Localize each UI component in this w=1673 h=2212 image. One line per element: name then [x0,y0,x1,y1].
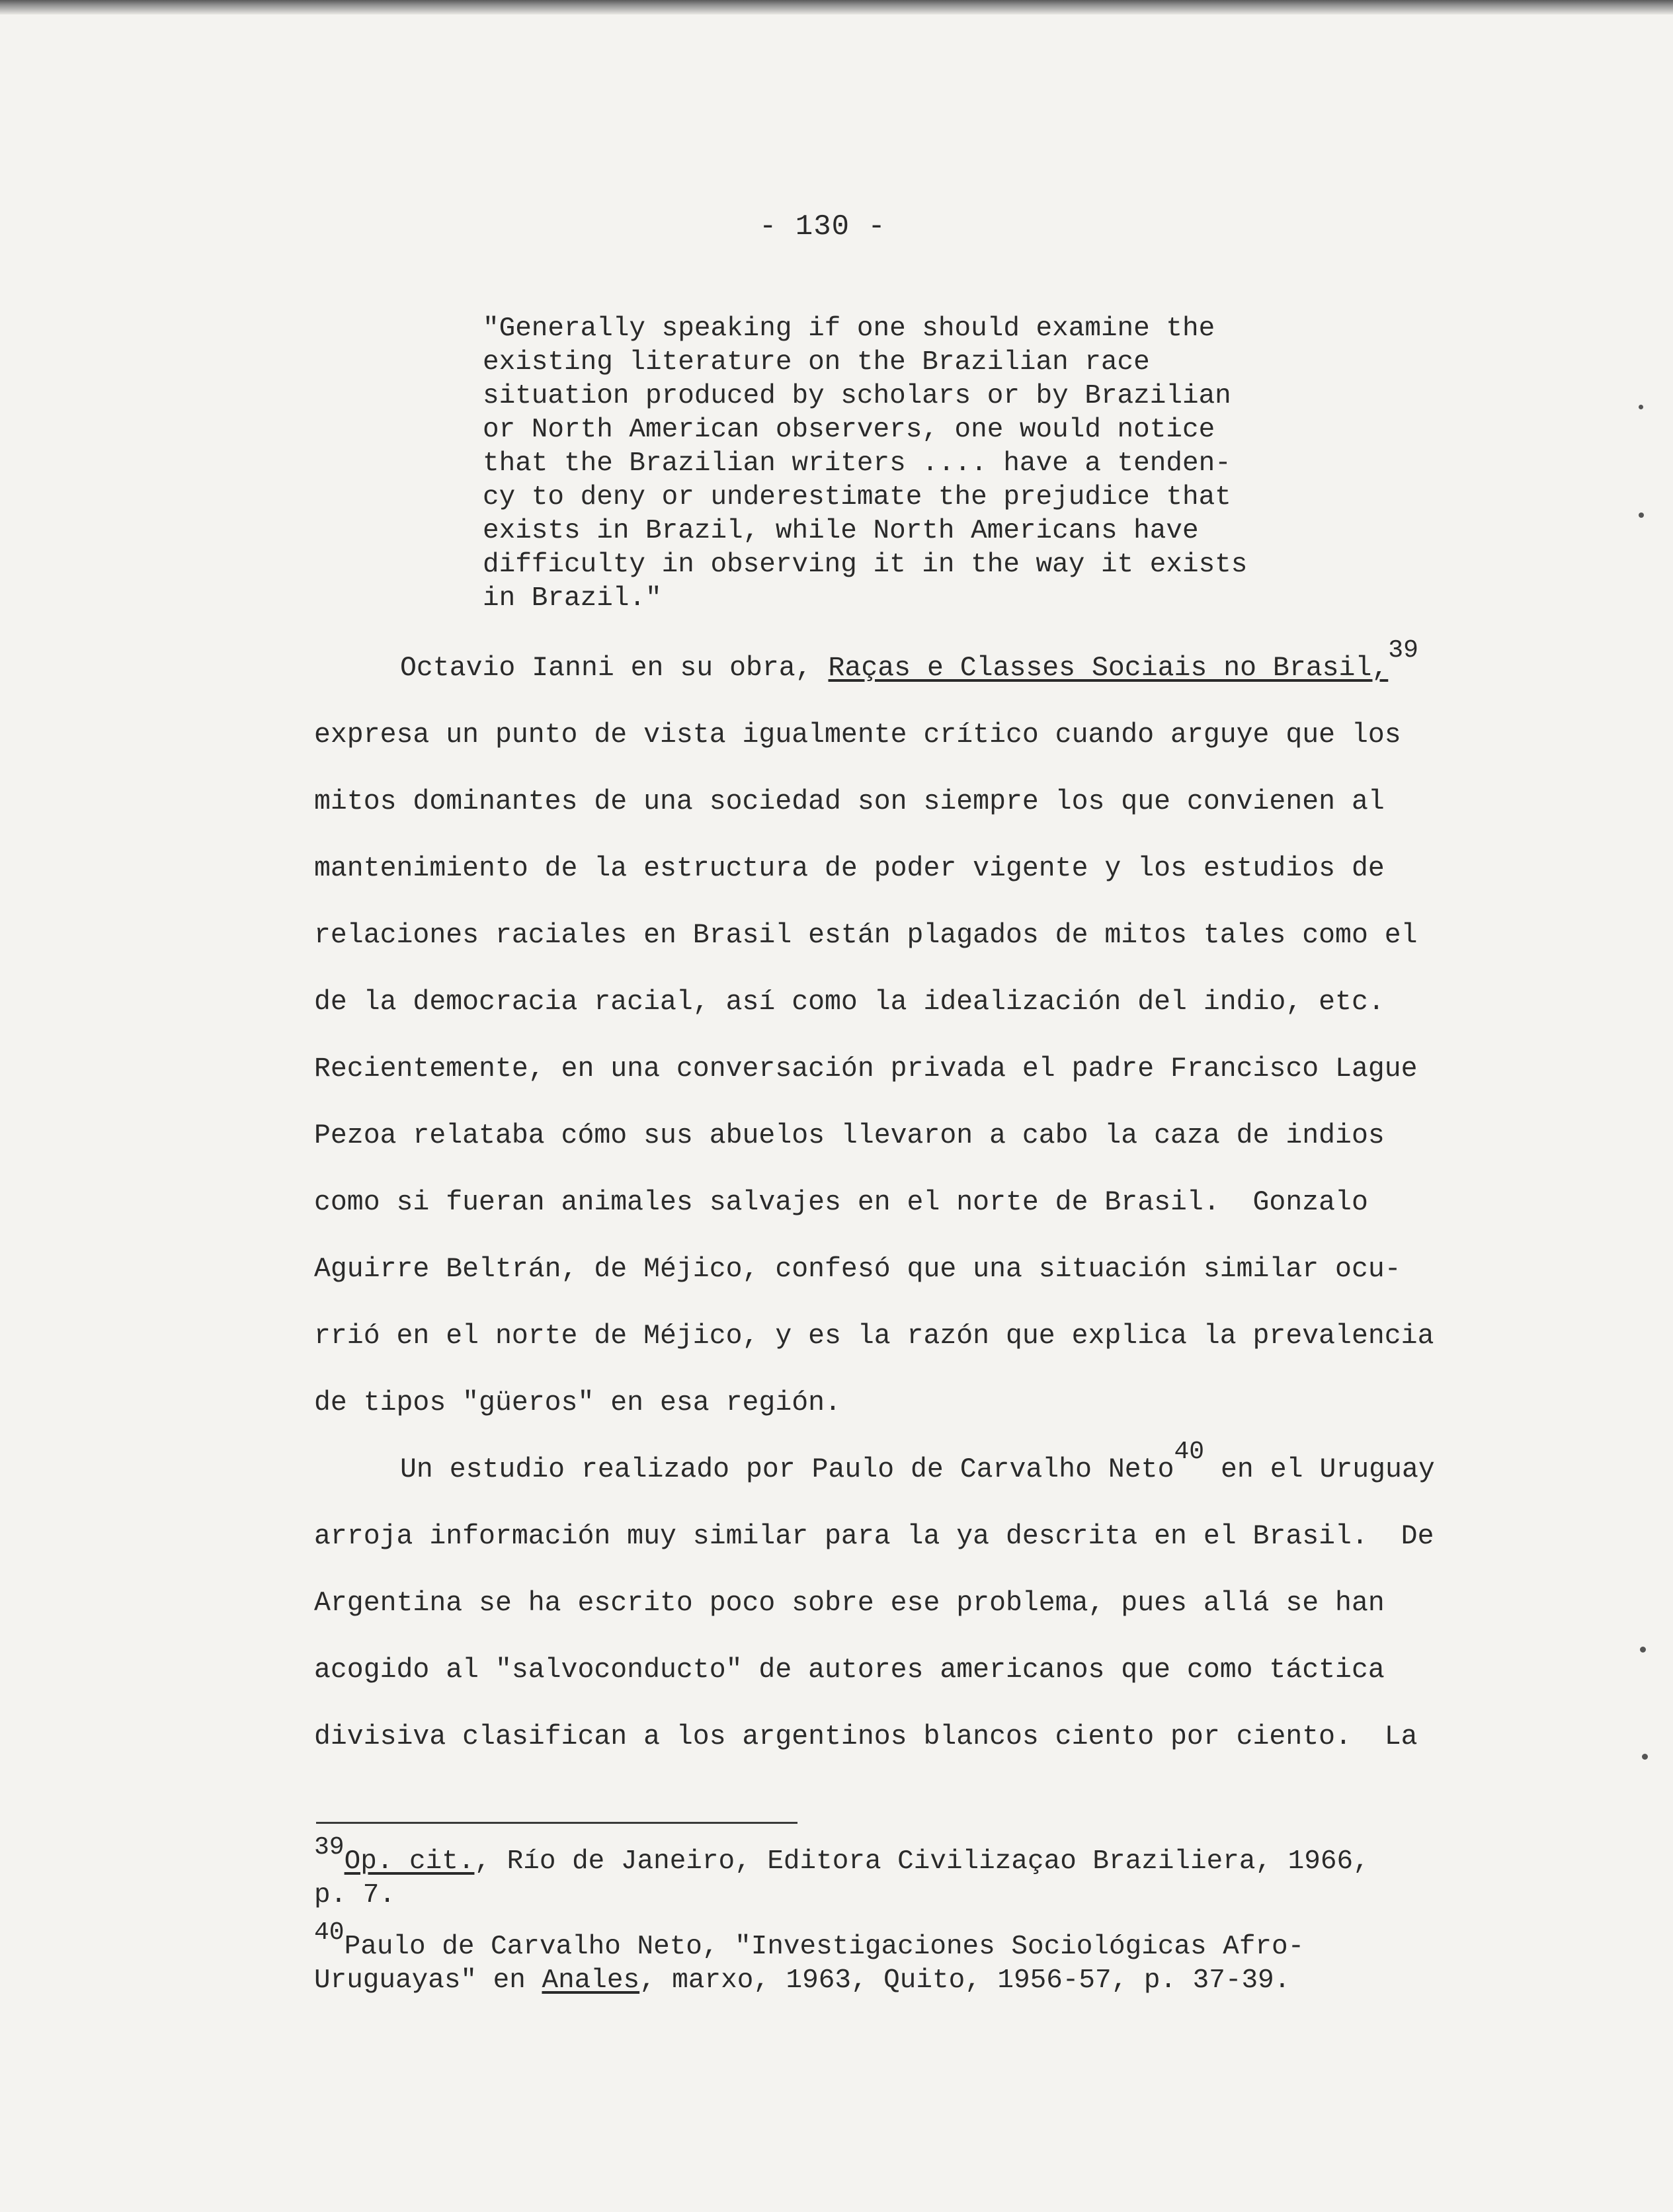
footnote-39-line-1 [314,1833,1451,1879]
paragraph-1-line: de tipos "güeros" en esa región. [314,1387,841,1418]
footnote-39-line-2: p. 7. [314,1880,396,1910]
quote-line: in Brazil." [483,583,662,614]
paragraph-2-line: arroja información muy similar para la ya descrita en el Brasil. De [314,1521,1434,1552]
paragraph-1-line: rrió en el norte de Méjico, y es la razón que explica la prevalencia [314,1321,1434,1352]
footnote-text: Uruguayas" en [314,1965,542,1996]
footnote-39 [314,1833,1451,1912]
paragraph-2-lead-tail: en el Uruguay [1204,1454,1435,1485]
scan-speck [1640,1647,1646,1653]
footnote-text: , Río de Janeiro, Editora Civilizaçao Braziliera, 1966, [474,1846,1369,1877]
paragraph-1-line: Aguirre Beltrán, de Méjico, confesó que una situación similar ocu- [314,1254,1401,1285]
paragraph-2-line: divisiva clasifican a los argentinos blancos ciento por ciento. La [314,1721,1418,1752]
quote-line: difficulty in observing it in the way it exists [483,550,1248,580]
paragraph-2-first-line [314,1436,1451,1503]
paragraph-1-line: de la democracia racial, así como la idealización del indio, etc. [314,987,1385,1018]
scan-speck [1642,1754,1648,1760]
paragraph-1-line: como si fueran animales salvajes en el norte de Brasil. Gonzalo [314,1187,1368,1218]
paragraph-1-line: mantenimiento de la estructura de poder vigente y los estudios de [314,853,1385,884]
footnote-40-line-1 [314,1918,1451,1964]
quote-line: situation produced by scholars or by Brazilian [483,381,1231,411]
paragraph-1-line: Pezoa relataba cómo sus abuelos llevaron a cabo la caza de indios [314,1120,1385,1151]
footnote-text: , marxo, 1963, Quito, 1956-57, p. 37-39. [639,1965,1291,1996]
paragraph-1-line: expresa un punto de vista igualmente crítico cuando arguye que los [314,719,1401,751]
book-title: Raças e Classes Sociais no Brasil, [828,653,1389,684]
page-number: - 130 - [759,210,886,243]
paragraph-1-line: relaciones raciales en Brasil están plagados de mitos tales como el [314,920,1418,951]
footnote-cite: Op. cit. [344,1846,475,1877]
block-quote [483,312,1342,616]
body-text [314,635,1451,1770]
footnote-number: 39 [314,1833,345,1862]
footnote-text: Paulo de Carvalho Neto, "Investigaciones Sociológicas Afro- [344,1932,1305,1962]
scan-top-edge [0,0,1673,15]
quote-line: existing literature on the Brazilian race [483,347,1150,378]
quote-line: exists in Brazil, while North Americans have [483,516,1199,546]
paragraph-2-line: acogido al "salvoconducto" de autores americanos que como táctica [314,1655,1385,1686]
quote-line: that the Brazilian writers .... have a tenden- [483,448,1231,479]
quote-line: cy to deny or underestimate the prejudice that [483,482,1231,512]
paragraph-1-line: Recientemente, en una conversación privada el padre Francisco Lague [314,1053,1418,1085]
paragraph-1-lead: Octavio Ianni en su obra, [400,653,829,684]
footnote-40-line-2 [314,1964,1451,1997]
footnote-separator [316,1822,797,1824]
footnote-ref-40: 40 [1174,1438,1205,1466]
paragraph-1-first-line [314,635,1451,702]
footnotes [314,1833,1451,2016]
scan-speck [1639,405,1643,409]
quote-line: "Generally speaking if one should examine the [483,313,1215,344]
quote-line: or North American observers, one would notice [483,415,1215,445]
footnote-40 [314,1918,1451,1997]
paragraph-2-lead: Un estudio realizado por Paulo de Carvalho Neto [400,1454,1174,1485]
journal-title: Anales [542,1965,640,1996]
scan-speck [1639,512,1644,518]
footnote-number: 40 [314,1918,345,1947]
paragraph-2-line: Argentina se ha escrito poco sobre ese problema, pues allá se han [314,1588,1385,1619]
paragraph-1-line: mitos dominantes de una sociedad son siempre los que convienen al [314,786,1385,817]
footnote-ref-39: 39 [1388,636,1418,665]
